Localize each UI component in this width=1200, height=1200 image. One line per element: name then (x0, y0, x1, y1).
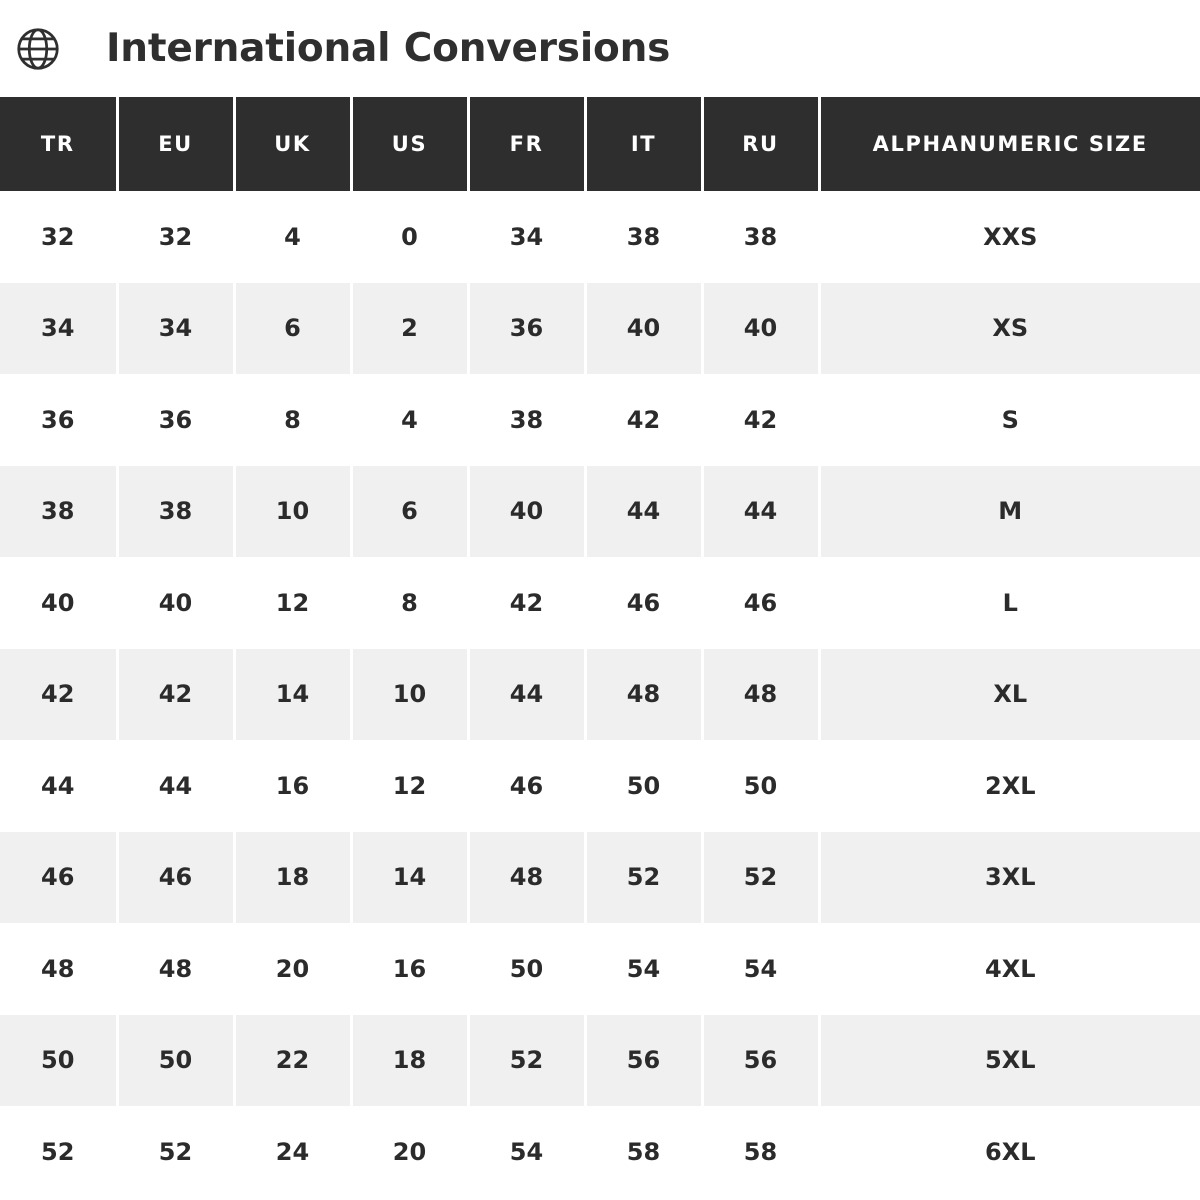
cell-it: 58 (585, 1106, 702, 1198)
cell-tr: 40 (0, 557, 117, 649)
table-body (0, 191, 1200, 1198)
cell-it: 44 (585, 466, 702, 558)
column-header-fr: FR (468, 97, 585, 191)
cell-alpha: 6XL (819, 1106, 1200, 1198)
page-header (0, 0, 1200, 97)
table-row (0, 557, 1200, 649)
cell-ru: 52 (702, 832, 819, 924)
cell-alpha: 5XL (819, 1015, 1200, 1107)
cell-alpha: XL (819, 649, 1200, 741)
cell-fr: 42 (468, 557, 585, 649)
cell-fr: 50 (468, 923, 585, 1015)
cell-alpha: 3XL (819, 832, 1200, 924)
cell-it: 56 (585, 1015, 702, 1107)
cell-tr: 48 (0, 923, 117, 1015)
cell-alpha: 4XL (819, 923, 1200, 1015)
table-row (0, 1015, 1200, 1107)
cell-uk: 8 (234, 374, 351, 466)
cell-us: 0 (351, 191, 468, 283)
cell-us: 2 (351, 283, 468, 375)
cell-us: 16 (351, 923, 468, 1015)
cell-tr: 34 (0, 283, 117, 375)
cell-uk: 24 (234, 1106, 351, 1198)
table-row (0, 283, 1200, 375)
cell-fr: 36 (468, 283, 585, 375)
cell-tr: 32 (0, 191, 117, 283)
cell-alpha: XS (819, 283, 1200, 375)
cell-ru: 50 (702, 740, 819, 832)
cell-eu: 50 (117, 1015, 234, 1107)
cell-us: 12 (351, 740, 468, 832)
cell-tr: 36 (0, 374, 117, 466)
column-header-uk: UK (234, 97, 351, 191)
cell-eu: 42 (117, 649, 234, 741)
cell-us: 6 (351, 466, 468, 558)
cell-us: 8 (351, 557, 468, 649)
cell-fr: 52 (468, 1015, 585, 1107)
cell-uk: 18 (234, 832, 351, 924)
cell-it: 54 (585, 923, 702, 1015)
cell-uk: 10 (234, 466, 351, 558)
table-row (0, 1106, 1200, 1198)
cell-tr: 50 (0, 1015, 117, 1107)
cell-ru: 46 (702, 557, 819, 649)
cell-uk: 14 (234, 649, 351, 741)
cell-eu: 52 (117, 1106, 234, 1198)
cell-eu: 38 (117, 466, 234, 558)
cell-uk: 20 (234, 923, 351, 1015)
cell-eu: 40 (117, 557, 234, 649)
page-title: International Conversions (106, 26, 671, 71)
cell-us: 10 (351, 649, 468, 741)
cell-alpha: XXS (819, 191, 1200, 283)
table-row (0, 923, 1200, 1015)
cell-ru: 58 (702, 1106, 819, 1198)
table-row (0, 740, 1200, 832)
column-header-it: IT (585, 97, 702, 191)
column-header-tr: TR (0, 97, 117, 191)
cell-us: 14 (351, 832, 468, 924)
cell-it: 52 (585, 832, 702, 924)
cell-it: 50 (585, 740, 702, 832)
cell-ru: 48 (702, 649, 819, 741)
cell-fr: 48 (468, 832, 585, 924)
table-row (0, 374, 1200, 466)
cell-it: 40 (585, 283, 702, 375)
cell-uk: 16 (234, 740, 351, 832)
cell-eu: 34 (117, 283, 234, 375)
cell-eu: 32 (117, 191, 234, 283)
cell-fr: 54 (468, 1106, 585, 1198)
cell-it: 38 (585, 191, 702, 283)
cell-ru: 38 (702, 191, 819, 283)
size-conversion-table (0, 97, 1200, 1198)
cell-alpha: 2XL (819, 740, 1200, 832)
cell-tr: 46 (0, 832, 117, 924)
cell-it: 48 (585, 649, 702, 741)
cell-uk: 6 (234, 283, 351, 375)
column-header-us: US (351, 97, 468, 191)
cell-fr: 38 (468, 374, 585, 466)
cell-tr: 42 (0, 649, 117, 741)
cell-us: 20 (351, 1106, 468, 1198)
table-row (0, 649, 1200, 741)
cell-tr: 52 (0, 1106, 117, 1198)
cell-it: 42 (585, 374, 702, 466)
cell-alpha: S (819, 374, 1200, 466)
table-row (0, 191, 1200, 283)
cell-fr: 46 (468, 740, 585, 832)
cell-eu: 44 (117, 740, 234, 832)
cell-fr: 34 (468, 191, 585, 283)
column-header-ru: RU (702, 97, 819, 191)
table-header-row (0, 97, 1200, 191)
cell-uk: 22 (234, 1015, 351, 1107)
cell-alpha: L (819, 557, 1200, 649)
cell-us: 4 (351, 374, 468, 466)
column-header-alphanumeric-size: ALPHANUMERIC SIZE (819, 97, 1200, 191)
cell-ru: 40 (702, 283, 819, 375)
cell-eu: 36 (117, 374, 234, 466)
table-row (0, 466, 1200, 558)
cell-uk: 4 (234, 191, 351, 283)
cell-uk: 12 (234, 557, 351, 649)
cell-ru: 44 (702, 466, 819, 558)
cell-alpha: M (819, 466, 1200, 558)
cell-eu: 48 (117, 923, 234, 1015)
cell-eu: 46 (117, 832, 234, 924)
cell-ru: 54 (702, 923, 819, 1015)
cell-us: 18 (351, 1015, 468, 1107)
globe-icon (16, 27, 60, 71)
table-row (0, 832, 1200, 924)
cell-ru: 42 (702, 374, 819, 466)
cell-it: 46 (585, 557, 702, 649)
cell-tr: 44 (0, 740, 117, 832)
cell-fr: 40 (468, 466, 585, 558)
cell-fr: 44 (468, 649, 585, 741)
column-header-eu: EU (117, 97, 234, 191)
cell-ru: 56 (702, 1015, 819, 1107)
cell-tr: 38 (0, 466, 117, 558)
